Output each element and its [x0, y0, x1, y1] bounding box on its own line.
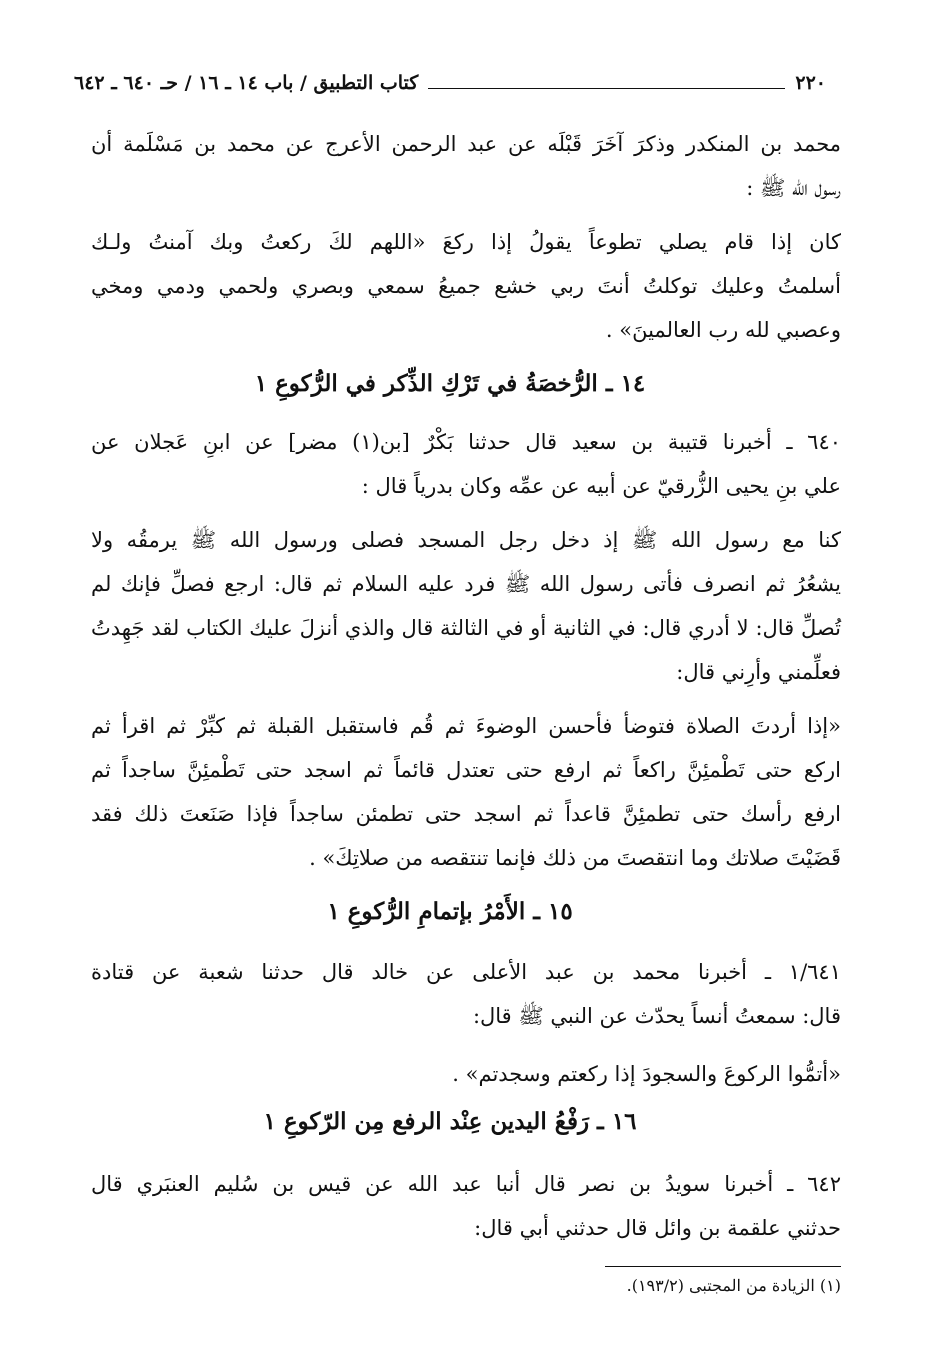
text-line: ارفع رأسك حتى تطمئِنَّ قاعداً ثم اسجد حتى تطمئن ساجداً فإذا صَنَعتَ ذلك فقد [91, 802, 841, 826]
section-heading: ١٥ ـ الأَمْرُ بإتمامِ الرُّكوعِ ١ [327, 898, 573, 925]
footnote: (١) الزيادة من المجتبى (١٩٣/٢). [626, 1276, 841, 1295]
text-line: ٦٤٢ ـ أخبرنا سويدُ بن نصر قال أنبا عبد الله عن قيس بن سُليم العنبَري قال [91, 1172, 841, 1196]
paragraph [91, 1052, 841, 1096]
paragraph [91, 518, 841, 694]
text-line: تُصلِّ قال: لا أدري قال: في الثانية أو في الثالثة قال والذي أنزلَ عليك الكتاب لقد جَهِدتُ [91, 616, 841, 640]
section-heading: ١٦ ـ رَفْعُ اليدين عِنْد الرفع مِن الرّكوعِ ١ [263, 1108, 637, 1135]
section-heading: ١٤ ـ الرُّخصَةُ في تَرْكِ الذِّكر في الرُّكوعِ ١ [254, 370, 646, 397]
footnote-rule [605, 1266, 841, 1267]
text-line: كان إذا قام يصلي تطوعاً يقولُ إذا ركعَ «اللهم لكَ ركعتُ وبك آمنتُ ولـك [91, 230, 841, 254]
text-line: أسلمتُ وعليك توكلتُ أنتَ ربي خشع جميعُ سمعي وبصري ولحمي ودمي ومخي [91, 274, 841, 298]
text-line: فعلِّمني وأرِني قال: [676, 660, 841, 684]
header-rule [428, 88, 785, 89]
text-line: ٦٤٠ ـ أخبرنا قتيبة بن سعيد قال حدثنا بَكْرٌ [بن(١) مضر] عن ابنِ عَجلان عن [91, 430, 842, 454]
text-line: حدثني علقمة بن وائل قال حدثني أبي قال: [474, 1216, 841, 1240]
paragraph [91, 220, 841, 352]
text-line: وعصبي لله رب العالمينَ» . [605, 318, 841, 342]
text-line: قال: سمعتُ أنساً يحدّث عن النبي ﷺ قال: [472, 1004, 841, 1028]
text-line: ١/٦٤١ ـ أخبرنا محمد بن عبد الأعلى عن خالد قال حدثنا شعبة عن قتادة [91, 960, 841, 984]
running-title: كتاب التطبيق / باب ١٤ ـ ١٦ / حـ ٦٤٠ ـ ٦٤٢ [74, 72, 419, 94]
text-line: كنا مع رسول الله ﷺ إذ دخل رجل المسجد فصلى ورسول الله ﷺ يرمقُه ولا [91, 528, 841, 552]
paragraph [91, 704, 841, 880]
paragraph [91, 122, 841, 210]
text-line: «إذا أردتَ الصلاة فتوضأ فأحسن الوضوءَ ثم قُم فاستقبل القبلة ثم كبِّرْ ثم اقرأ ثم [91, 714, 841, 738]
text-line: رسول الله ﷺ : [746, 176, 841, 200]
text-line: قَضَيْتَ صلاتك وما انتقصتَ من ذلك فإنما تنتقصه من صلاتِكَ» . [309, 846, 841, 870]
running-header [74, 72, 826, 94]
paragraph [91, 420, 841, 508]
text-line: اركع حتى تَطْمئِنَّ راكعاً ثم ارفع حتى تعتدل قائماً ثم اسجد حتى تَطْمئِنَّ ساجداً ثم [91, 758, 841, 782]
paragraph [91, 1162, 841, 1250]
page-number: ٢٢٠ [795, 72, 826, 94]
text-line: «أتمُّوا الركوعَ والسجودَ إذا ركعتم وسجدتم» . [452, 1062, 841, 1086]
text-line: يشعُرُ ثم انصرف فأتى رسول الله ﷺ فرد عليه السلام ثم قال: ارجع فصلِّ فإنك لم [91, 572, 841, 596]
text-line: علي بنِ يحيى الزُّرقيّ عن أبيه عن عمِّه وكان بدرياً قال : [361, 474, 841, 498]
paragraph [91, 950, 841, 1038]
text-line: محمد بن المنكدر وذكرَ آخَرَ قَبْلَه عن عبد الرحمن الأعرج عن محمد بن مَسْلَمة أن [91, 132, 841, 156]
